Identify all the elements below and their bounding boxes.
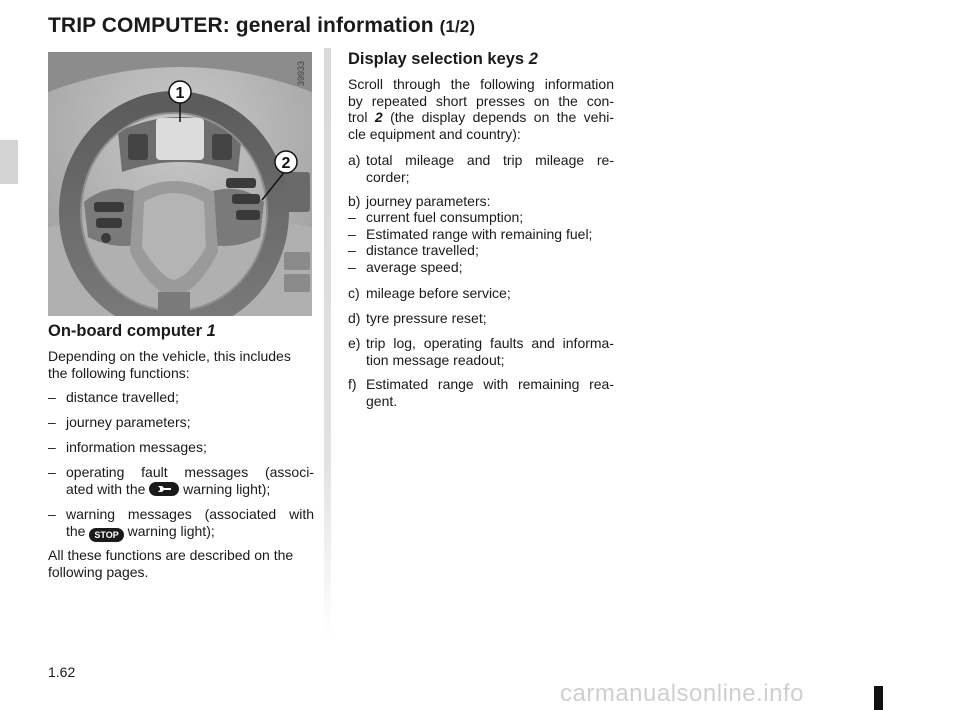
figure-code: 39933: [296, 60, 306, 86]
callout-1-label: 1: [175, 85, 185, 102]
list-item: – operating fault messages (associ- ated with the warning light);: [48, 464, 314, 497]
column-divider: [324, 48, 331, 638]
onboard-computer-heading: On-board computer 1: [48, 322, 216, 340]
title-text: TRIP COMPUTER: general information: [48, 14, 434, 37]
steering-wheel-illustration: [48, 52, 312, 316]
display-selection-heading: Display selection keys 2: [348, 50, 538, 68]
wrench-warning-icon: [149, 482, 179, 496]
display-selection-intro: Scroll through the following information by repeated short presses on the con- trol 2 (the display depends on the vehi- cle equipment and country):: [348, 76, 614, 142]
steering-wheel-drawing: [48, 52, 312, 316]
title-part: (1/2): [439, 17, 476, 36]
list-item: – Estimated range with remaining fuel;: [348, 226, 593, 242]
page-number: 1.62: [48, 664, 76, 680]
page-title: [48, 14, 475, 38]
watermark: carmanualsonline.info: [560, 680, 804, 707]
list-item-f: f) Estimated range with remaining rea- gent.: [348, 376, 614, 409]
list-item: – journey parameters;: [48, 414, 191, 430]
list-item-c: c) mileage before service;: [348, 285, 511, 301]
callout-2-label: 2: [281, 155, 291, 172]
onboard-outro: All these functions are described on the following pages.: [48, 547, 294, 580]
list-item: – information messages;: [48, 439, 207, 455]
list-item-e: e) trip log, operating faults and informa- tion message readout;: [348, 335, 614, 368]
section-tab: [0, 140, 18, 184]
list-item: – warning messages (associated with the STOP warning light);: [48, 506, 314, 540]
list-item-a: a) total mileage and trip mileage re- corder;: [348, 152, 614, 185]
list-item: – current fuel consumption;: [348, 209, 524, 225]
list-item-b: b) journey parameters:: [348, 193, 491, 209]
list-item-d: d) tyre pressure reset;: [348, 310, 487, 326]
onboard-intro: Depending on the vehicle, this includes the following functions:: [48, 348, 291, 381]
corner-mark: [874, 686, 883, 710]
list-item: – distance travelled;: [348, 242, 479, 258]
list-item: – distance travelled;: [48, 389, 179, 405]
stop-warning-icon: STOP: [89, 528, 123, 542]
list-item: – average speed;: [348, 259, 463, 275]
